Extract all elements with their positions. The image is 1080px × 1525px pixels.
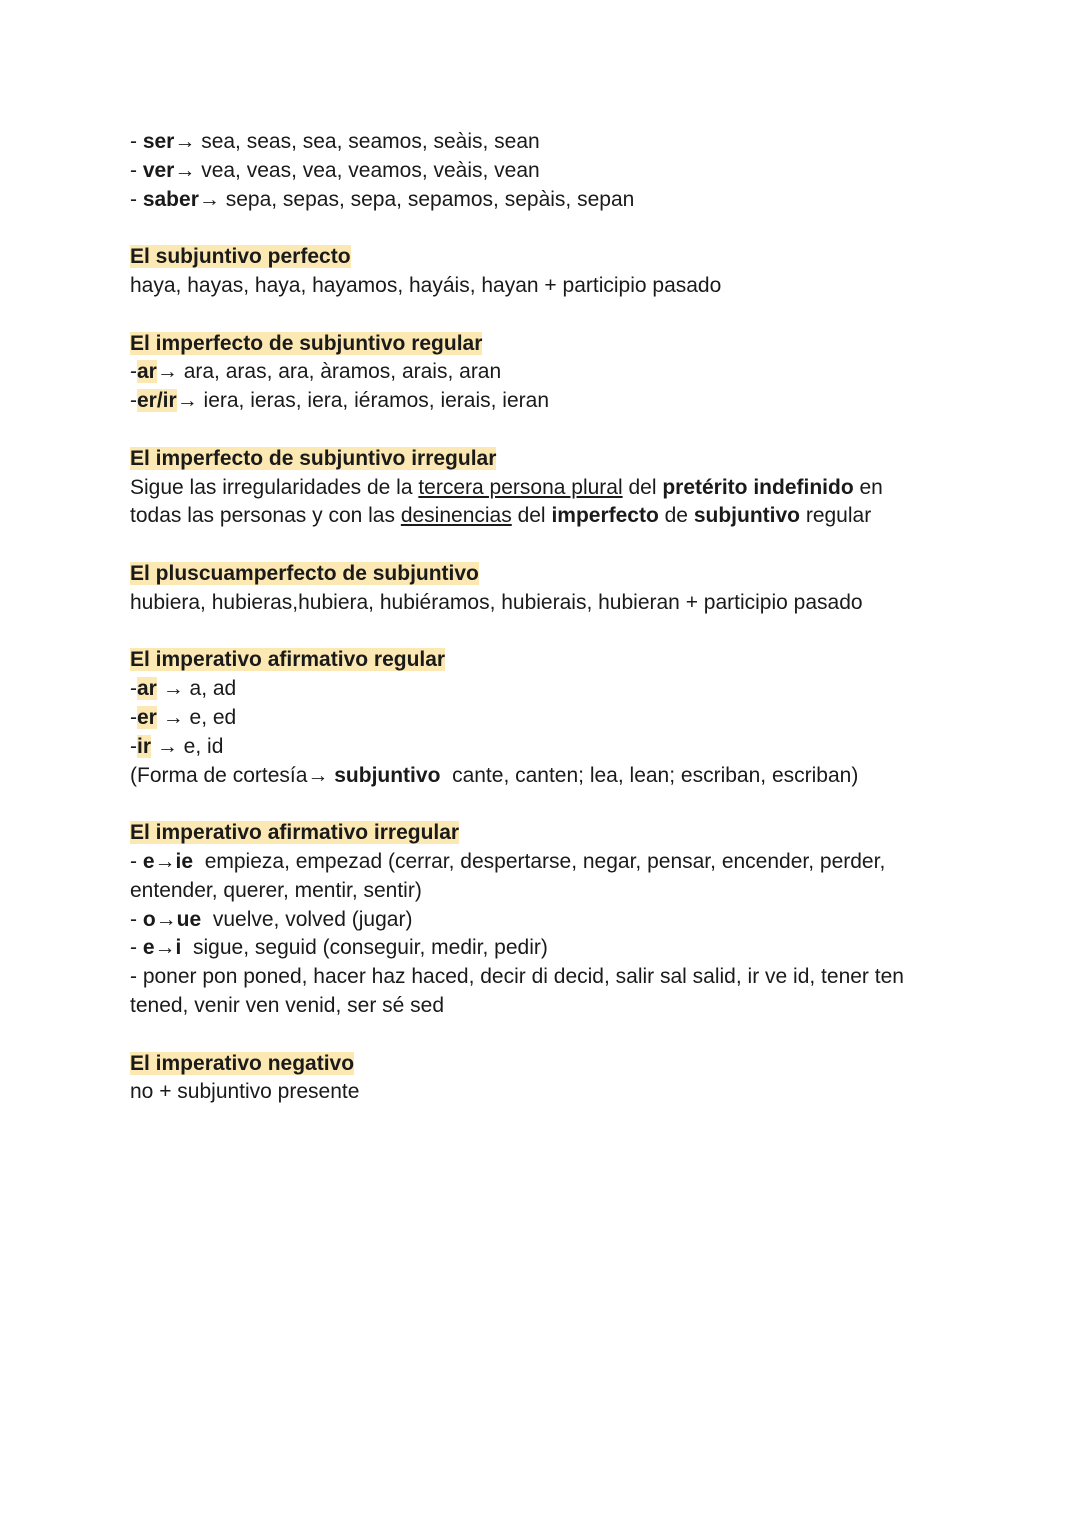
subjuntivo-perfecto-text: haya, hayas, haya, hayamos, hayáis, hayan + participio pasado <box>130 273 722 297</box>
ver-conjugation: - ver→ vea, veas, vea, veamos, veàis, vean <box>130 158 540 182</box>
heading-imperfecto-irregular: El imperfecto de subjuntivo irregular <box>130 446 497 470</box>
irregular-e-i-row: - e→i sigue, seguid (conseguir, medir, pedir) <box>130 936 548 960</box>
irregular-o-ue-row: - o→ue vuelve, volved (jugar) <box>130 907 413 931</box>
imperativo-ir-row: -ir → e, id <box>130 734 224 758</box>
heading-pluscuamperfecto: El pluscuamperfecto de subjuntivo <box>130 561 479 585</box>
imperfecto-er-ir-row: -er/ir→ iera, ieras, iera, iéramos, ierais, ieran <box>130 389 550 413</box>
imperfecto-irregular-text: Sigue las irregularidades de la tercera persona plural del pretérito indefinido en todas las personas y con las desinencias del imperfecto de subjuntivo regular <box>130 475 883 528</box>
heading-imperativo-afirmativo-irregular: El imperativo afirmativo irregular <box>130 821 460 845</box>
imperfecto-ar-row: -ar→ ara, aras, ara, àramos, arais, aran <box>130 360 502 384</box>
ser-conjugation: - ser→ sea, seas, sea, seamos, seàis, sean <box>130 130 540 153</box>
heading-imperativo-afirmativo-regular: El imperativo afirmativo regular <box>130 648 446 672</box>
irregular-e-ie-row: - e→ie empieza, empezad (cerrar, despertarse, negar, pensar, encender, perder, entender, querer, mentir, sentir) <box>130 849 892 902</box>
heading-imperativo-negativo: El imperativo negativo <box>130 1051 355 1075</box>
heading-subjuntivo-perfecto: El subjuntivo perfecto <box>130 245 351 269</box>
pluscuamperfecto-text: hubiera, hubieras,hubiera, hubiéramos, hubierais, hubieran + participio pasado <box>130 590 863 614</box>
imperativo-ar-row: -ar → a, ad <box>130 677 237 701</box>
saber-conjugation: - saber→ sepa, sepas, sepa, sepamos, sepàis, sepan <box>130 187 635 211</box>
forma-cortesia: (Forma de cortesía→ subjuntivo cante, canten; lea, lean; escriban, escriban) <box>130 763 859 787</box>
notes-page <box>130 128 950 1107</box>
irregular-verbs-list: - poner pon poned, hacer haz haced, decir di decid, salir sal salid, ir ve id, tener ten tened, venir ven venid, ser sé sed <box>130 965 904 1017</box>
imperativo-er-row: -er → e, ed <box>130 705 237 729</box>
heading-imperfecto-regular: El imperfecto de subjuntivo regular <box>130 331 483 355</box>
imperativo-negativo-text: no + subjuntivo presente <box>130 1080 360 1104</box>
